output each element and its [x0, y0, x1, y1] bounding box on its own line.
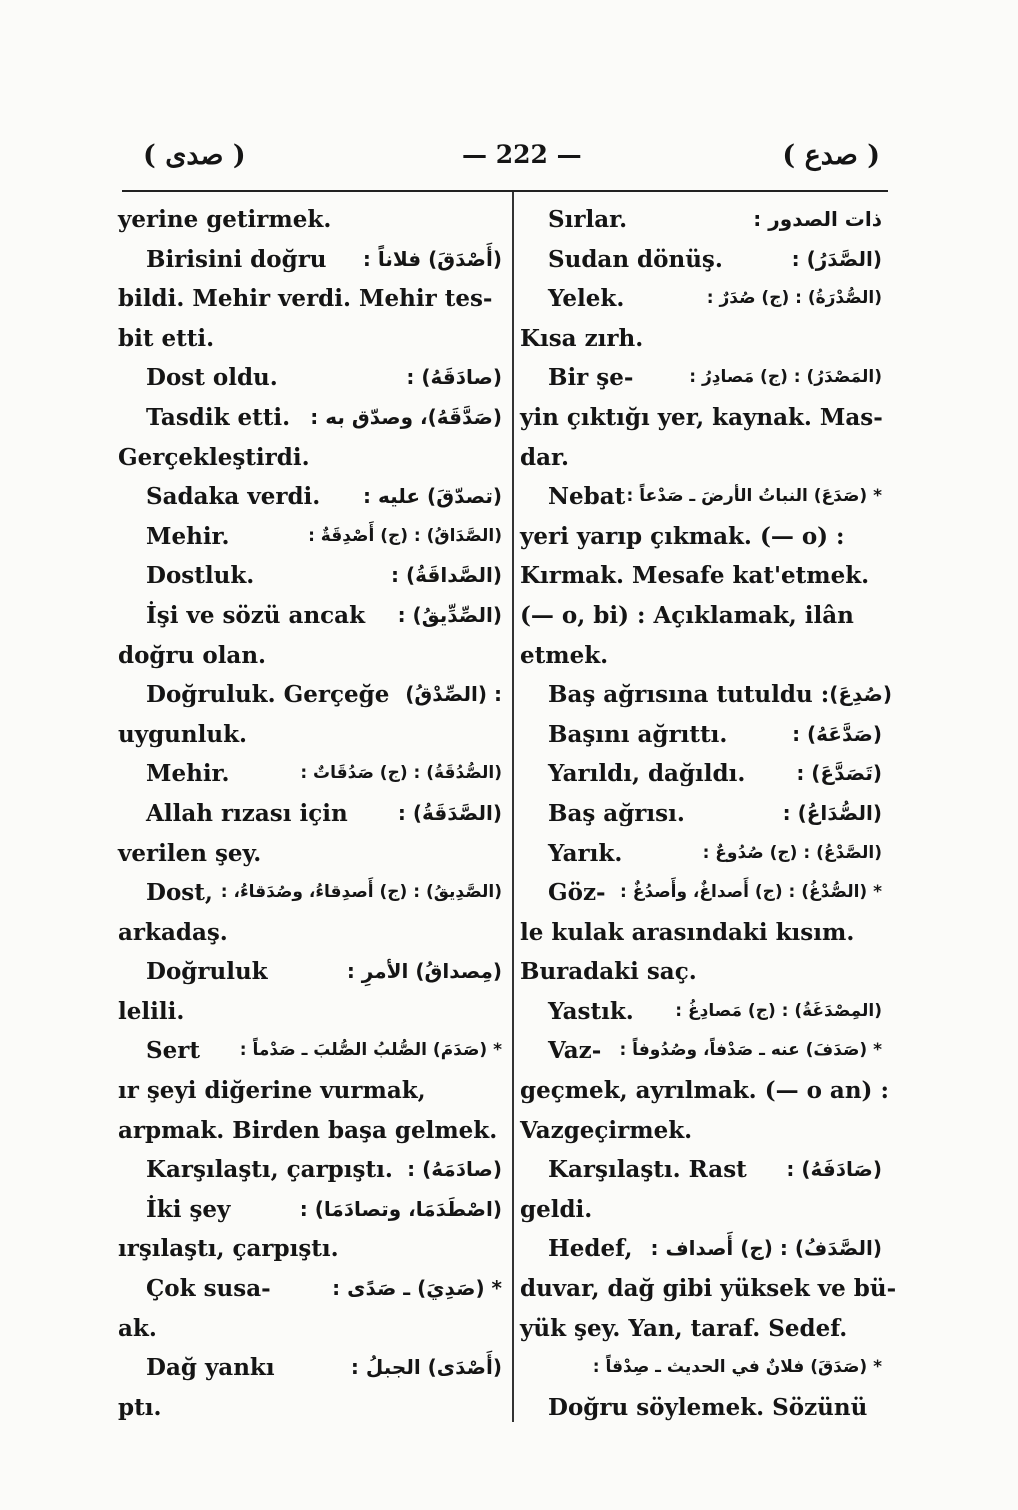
dictionary-line [118, 1031, 502, 1071]
dictionary-line [520, 319, 882, 359]
line-text: Çok susa- [146, 1275, 271, 1303]
arabic-headword: (الصَّدَفُ) : (ج) أَصداف : [650, 1236, 882, 1261]
arabic-headword: (صَادَفَهُ) : [786, 1157, 882, 1182]
line-text: yeri yarıp çıkmak. (— o) : [520, 522, 845, 550]
line-text: geçmek, ayrılmak. (— o an) : [520, 1077, 889, 1105]
line-text: Sırlar. [548, 206, 628, 233]
dictionary-line [118, 834, 502, 874]
dictionary-line [118, 1388, 502, 1428]
line-text: Mehir. [146, 522, 230, 550]
arabic-headword: (الصُّدَاعُ) : [782, 800, 882, 825]
dictionary-line [118, 1348, 502, 1388]
arabic-headword: (الصَّدَرُ) : [791, 246, 882, 271]
dictionary-line [118, 240, 502, 280]
dictionary-line [520, 1150, 882, 1190]
arabic-headword: (صادَقَهُ) : [406, 365, 502, 390]
arabic-headword: (اصْطَدَمَا، وتصادَمَا) : [299, 1196, 502, 1221]
arabic-headword: (الصَّدِيقُ) : (ج) أَصدِقاءُ، وصُدَقاءُ، : [220, 882, 502, 903]
dictionary-line [520, 913, 882, 953]
line-text: Dostluk. [146, 562, 255, 590]
dictionary-line [118, 517, 502, 557]
column-divider [512, 192, 514, 1422]
dictionary-line [118, 398, 502, 438]
dictionary-line [520, 992, 882, 1032]
line-text: yük şey. Yan, taraf. Sedef. [520, 1314, 848, 1342]
dictionary-line [520, 200, 882, 240]
dictionary-line [118, 1309, 502, 1349]
arabic-headword: * (الصُّدْغُ) : (ج) أَصداغٌ، وأَصدُغٌ : [620, 882, 882, 903]
dictionary-line [118, 913, 502, 953]
dictionary-line [520, 873, 882, 913]
arabic-headword: (الصِّدِّيقُ) : [397, 602, 502, 627]
dictionary-line [520, 596, 882, 636]
line-text: doğru olan. [118, 641, 267, 669]
arabic-headword: (المِصْدَغَةُ) : (ج) مَصادِغُ : [675, 1000, 882, 1021]
dictionary-line [520, 556, 882, 596]
dictionary-line [520, 1190, 882, 1230]
dictionary-line [520, 1031, 882, 1071]
line-text: Hedef, [548, 1235, 633, 1263]
line-text: Yelek. [548, 285, 625, 313]
dictionary-line [520, 754, 882, 794]
dictionary-line [520, 1111, 882, 1151]
dictionary-line [520, 398, 882, 438]
dictionary-line [520, 675, 893, 715]
arabic-headword: (الصَّداقَةُ) : [391, 563, 502, 588]
line-text: Sudan dönüş. [548, 245, 723, 273]
line-text: ptı. [118, 1393, 162, 1421]
arabic-headword: (صَدَّقَهُ)، وصدّق به : [310, 404, 502, 429]
line-text: bildi. Mehir verdi. Mehir tes- [118, 285, 493, 313]
dictionary-line [520, 438, 882, 478]
line-text: İki şey [146, 1195, 231, 1223]
dictionary-line [520, 279, 882, 319]
dictionary-line [118, 1150, 502, 1190]
page-number: — 222 — [462, 140, 582, 169]
line-text: (— o, bi) : Açıklamak, ilân [520, 601, 854, 629]
arabic-headword: (الصَّدَقَةُ) : [397, 800, 502, 825]
arabic-headword: * (صَدَفَ) عنه ـ صَدْفاً، وصُدُوفاً : [619, 1040, 882, 1061]
arabic-headword: (تصدّقَ) عليه : [363, 484, 502, 509]
dictionary-line [520, 636, 882, 676]
line-text: Sadaka verdi. [146, 483, 321, 511]
line-text: Göz- [548, 879, 606, 907]
arabic-headword: (الصَّدْعُ) : (ج) صُدُوعٌ : [702, 842, 882, 863]
line-text: Bir şe- [548, 364, 634, 392]
line-text: Yastık. [548, 997, 634, 1025]
dictionary-line [520, 358, 882, 398]
line-text: etmek. [520, 641, 609, 669]
arabic-headword: (صُدِعَ) [829, 682, 893, 707]
arabic-headword: (أَصْدَى) الجبلُ : [350, 1355, 502, 1380]
line-text: Dost oldu. [146, 364, 278, 392]
dictionary-line [118, 754, 502, 794]
line-text: Doğruluk [146, 958, 268, 986]
dictionary-line [118, 556, 502, 596]
right-column [520, 200, 897, 1427]
line-text: lelili. [118, 997, 185, 1025]
line-text: Mehir. [146, 760, 230, 788]
dictionary-line [520, 477, 882, 517]
line-text: Birisini doğru [146, 245, 327, 273]
line-text: Gerçekleştirdi. [118, 443, 310, 471]
dictionary-line [118, 438, 502, 478]
arabic-headword: * (صَدَقَ) فلانٌ في الحديث ـ صِدْقاً : [592, 1357, 882, 1378]
line-text: Yarık. [548, 839, 623, 867]
line-text: Başını ağrıttı. [548, 720, 728, 748]
header-right-guide-word: ( صدع ) [782, 140, 880, 171]
arabic-headword: (مِصداقُ) الأمرِ : [346, 959, 502, 984]
line-text: Dağ yankı [146, 1354, 275, 1382]
line-text: verilen şey. [118, 839, 262, 867]
arabic-headword: (تَصَدَّعَ) : [796, 761, 882, 786]
line-text: uygunluk. [118, 720, 248, 748]
line-text: Vazgeçirmek. [520, 1116, 693, 1144]
line-text: İşi ve sözü ancak [146, 601, 366, 629]
line-text: Doğru söylemek. Sözünü [548, 1393, 868, 1421]
dictionary-line [520, 794, 882, 834]
line-text: Kırmak. Mesafe kat'etmek. [520, 562, 870, 590]
arabic-headword: (الصَّدَاقُ) : (ج) أَصْدِقَةٌ : [308, 525, 502, 546]
dictionary-line [118, 319, 502, 359]
dictionary-line [520, 1229, 882, 1269]
dictionary-line [520, 1269, 897, 1309]
dictionary-line [520, 952, 882, 992]
line-text: duvar, dağ gibi yüksek ve bü- [520, 1275, 897, 1303]
line-text: Vaz- [548, 1037, 602, 1065]
line-text: bit etti. [118, 324, 215, 352]
dictionary-line [118, 477, 502, 517]
dictionary-line [118, 1229, 502, 1269]
dictionary-line [118, 992, 502, 1032]
arabic-headword: * (صَدَعَ) النباتُ الأرضَ ـ صَدْعاً : [626, 486, 882, 507]
arabic-headword: * (صَدَمَ) الصُّلبُ الصُّلبَ ـ صَدْماً : [239, 1040, 502, 1061]
line-text: Baş ağrısı. [548, 799, 685, 827]
line-text: Tasdik etti. [146, 403, 291, 431]
dictionary-line [118, 1190, 502, 1230]
line-text: yerine getirmek. [118, 206, 332, 233]
line-text: ır şeyi diğerine vurmak, [118, 1077, 426, 1105]
line-text: geldi. [520, 1195, 593, 1223]
line-text: yin çıktığı yer, kaynak. Mas- [520, 403, 883, 431]
dictionary-line [520, 834, 882, 874]
arabic-headword: (صَدَّعَهُ) : [792, 721, 882, 746]
header-left-guide-word: ( صدى ) [143, 140, 246, 171]
dictionary-line [118, 200, 502, 240]
line-text: Karşılaştı. Rast [548, 1156, 747, 1184]
line-text: Sert [146, 1037, 200, 1065]
dictionary-line [520, 715, 882, 755]
dictionary-line [520, 1348, 882, 1388]
dictionary-line [520, 1071, 889, 1111]
header-rule [122, 190, 888, 192]
dictionary-line [118, 1071, 502, 1111]
dictionary-line [520, 1309, 882, 1349]
dictionary-line [118, 952, 502, 992]
left-column [118, 200, 502, 1427]
dictionary-line [520, 517, 882, 557]
line-text: arkadaş. [118, 918, 228, 946]
line-text: ırşılaştı, çarpıştı. [118, 1235, 339, 1263]
dictionary-line [118, 794, 502, 834]
line-text: le kulak arasındaki kısım. [520, 918, 855, 946]
dictionary-line [118, 675, 502, 715]
arabic-headword: (صادَمَهُ) : [407, 1157, 502, 1182]
arabic-headword: : (الصِّدْقُ) [405, 682, 502, 707]
arabic-headword: (الصُّدُقَةُ) : (ج) صَدُقَاتٌ : [300, 763, 502, 784]
line-text: Dost, [146, 879, 213, 907]
line-text: Nebat [548, 483, 626, 511]
line-text: Buradaki saç. [520, 958, 697, 986]
line-text: Kısa zırh. [520, 324, 644, 352]
dictionary-line [118, 1111, 502, 1151]
arabic-headword: ذات الصدور : [753, 207, 882, 231]
line-text: dar. [520, 443, 569, 471]
dictionary-line [520, 1388, 882, 1428]
dictionary-line [118, 715, 502, 755]
line-text: Baş ağrısına tutuldu : [548, 681, 830, 709]
line-text: arpmak. Birden başa gelmek. [118, 1116, 498, 1144]
dictionary-line [118, 596, 502, 636]
dictionary-line [520, 240, 882, 280]
arabic-headword: (أَصْدَقَ) فلاناً : [362, 246, 502, 271]
arabic-headword: * (صَدِيَ) ـ صَدًى : [332, 1276, 502, 1301]
line-text: Yarıldı, dağıldı. [548, 760, 746, 788]
dictionary-line [118, 873, 502, 913]
line-text: Doğruluk. Gerçeğe [146, 681, 390, 709]
dictionary-line [118, 1269, 502, 1309]
dictionary-line [118, 358, 502, 398]
line-text: Karşılaştı, çarpıştı. [146, 1156, 393, 1184]
arabic-headword: (المَصْدَرُ) : (ج) مَصادِرُ : [689, 367, 882, 388]
dictionary-line [118, 279, 502, 319]
line-text: ak. [118, 1314, 157, 1342]
dictionary-line [118, 636, 502, 676]
line-text: Allah rızası için [146, 799, 348, 827]
arabic-headword: (الصُّدْرَةُ) : (ج) صُدَرٌ : [706, 288, 882, 309]
